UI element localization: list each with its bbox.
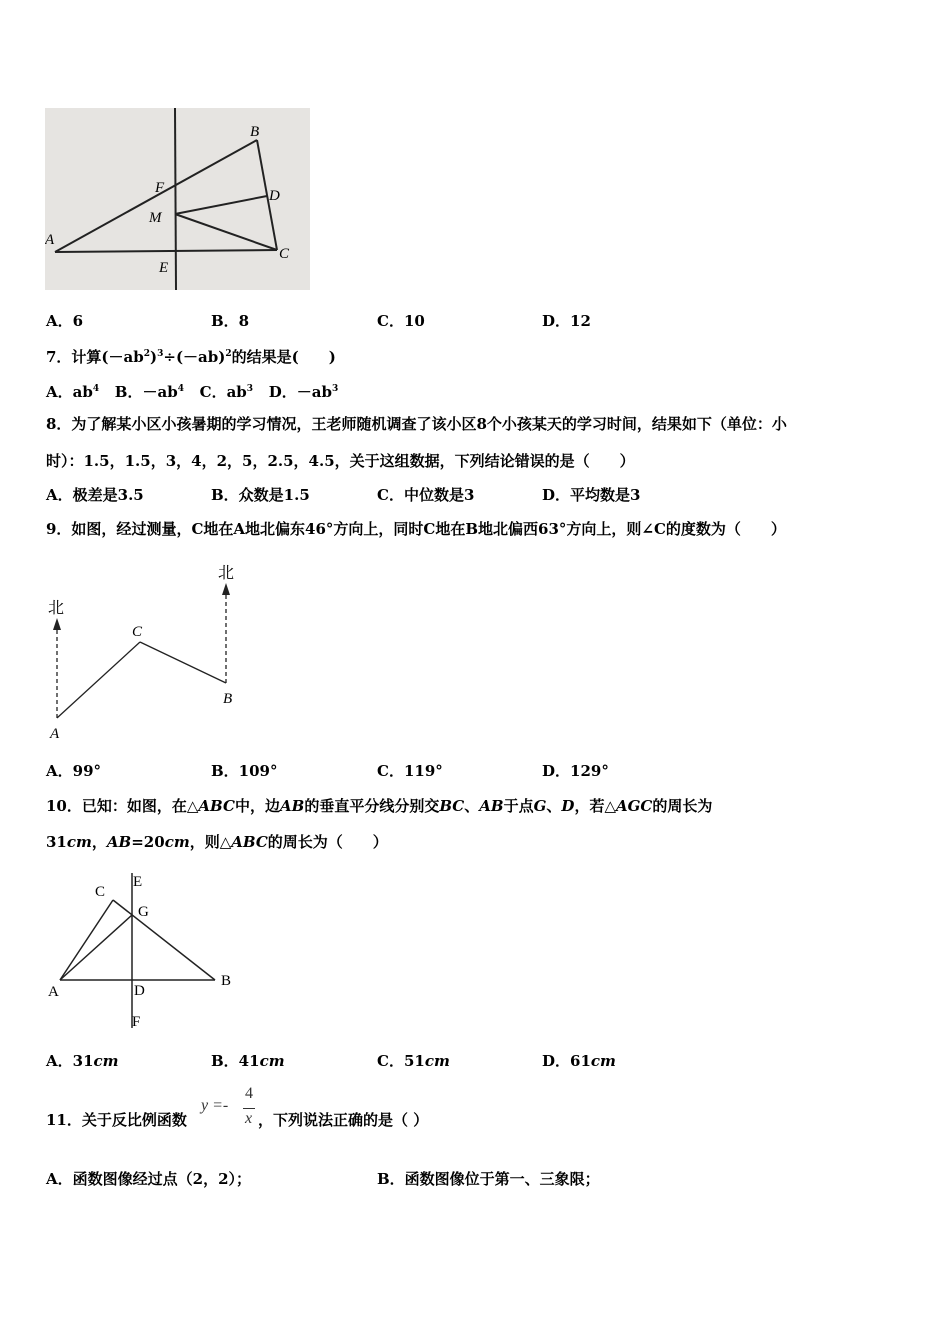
q10-figure bbox=[45, 868, 240, 1033]
label-C: C bbox=[279, 246, 290, 262]
q8-question-line1: 8．为了解某小区小孩暑期的学习情况，王老师随机调查了该小区8个小孩某天的学习时间，结果如下（单位：小 bbox=[46, 415, 787, 433]
q11-option-a: A．函数图像经过点（2，2）； bbox=[46, 1170, 252, 1188]
q9-question: 9．如图，经过测量，C地在A地北偏东46°方向上，同时C地在B地北偏西63°方向上，则∠C的度数为（ ） bbox=[46, 520, 786, 538]
label-E: E bbox=[159, 260, 169, 276]
q7-option-b: B．$-ab^4$ bbox=[114, 383, 184, 401]
q11-option-b: B．函数图像位于第一、三象限； bbox=[377, 1170, 600, 1188]
arrowhead-A bbox=[53, 618, 61, 630]
q11-suffix: ，下列说法正确的是（ ） bbox=[258, 1111, 429, 1129]
label-B: B bbox=[250, 124, 260, 140]
label-G: G bbox=[138, 904, 149, 920]
q7-option-d: D．$-ab^3$ bbox=[268, 383, 339, 401]
q7-options bbox=[46, 379, 338, 402]
q11-prefix: 11．关于反比例函数 bbox=[46, 1111, 187, 1129]
q10-question-line2: 31cm，AB=20cm，则△ABC的周长为（ ） bbox=[46, 833, 388, 851]
q6-figure bbox=[45, 108, 310, 290]
label-B: B bbox=[223, 691, 233, 707]
q7-text: ÷(－ab) bbox=[163, 348, 226, 366]
q8-option-c: C．中位数是3 bbox=[377, 486, 475, 504]
q11-numerator: 4 bbox=[245, 1085, 253, 1102]
q7-exp: 3 bbox=[157, 349, 164, 359]
label-F: F bbox=[132, 1014, 141, 1030]
label-C: C bbox=[95, 884, 106, 900]
q8-question-line2: 时）：1.5，1.5，3，4，2，5，2.5，4.5，关于这组数据，下列结论错误的是（ ） bbox=[46, 452, 635, 470]
label-E: E bbox=[133, 874, 143, 890]
q8-option-b: B．众数是1.5 bbox=[211, 486, 310, 504]
q10-option-a: A．31cm bbox=[46, 1052, 119, 1070]
q9-option-c: C．119° bbox=[377, 762, 443, 780]
q11-denominator: x bbox=[245, 1110, 253, 1127]
label-F: F bbox=[155, 180, 165, 196]
q7-exp: 2 bbox=[143, 349, 151, 359]
q9-option-b: B．109° bbox=[211, 762, 278, 780]
label-A: A bbox=[48, 984, 59, 1000]
q7-option-a: A．$ab^4$ bbox=[46, 383, 100, 401]
q7-text: ) bbox=[150, 348, 158, 366]
q10-option-b: B．41cm bbox=[211, 1052, 285, 1070]
q7-option-c: C．$ab^3$ bbox=[199, 383, 254, 401]
north-label-A: 北 bbox=[48, 598, 65, 617]
label-A: A bbox=[50, 726, 60, 742]
q7-text: 的结果是( ) bbox=[231, 348, 336, 366]
q6-option-a: A．6 bbox=[46, 312, 84, 330]
q7-text: 7．计算(－ab bbox=[46, 348, 144, 366]
q6-option-c: C．10 bbox=[377, 312, 425, 330]
q7-question bbox=[46, 344, 336, 367]
q8-option-a: A．极差是3.5 bbox=[46, 486, 144, 504]
q10-option-d: D．61cm bbox=[542, 1052, 616, 1070]
q7-exp: 2 bbox=[225, 349, 232, 359]
label-D: D bbox=[134, 983, 145, 999]
label-M: M bbox=[149, 210, 162, 226]
north-label-B: 北 bbox=[218, 563, 235, 582]
line-CB bbox=[140, 642, 226, 683]
q6-option-b: B．8 bbox=[211, 312, 250, 330]
fraction-bar bbox=[243, 1108, 255, 1109]
q9-option-d: D．129° bbox=[542, 762, 609, 780]
q11-formula-lhs: y =- bbox=[201, 1097, 229, 1114]
q6-option-d: D．12 bbox=[542, 312, 591, 330]
label-A: A bbox=[45, 232, 55, 248]
label-C: C bbox=[132, 624, 143, 640]
arrowhead-B bbox=[222, 583, 230, 595]
q10-question-line1: 10．已知：如图，在△ABC中，边AB的垂直平分线分别交BC、AB于点G、D，若△AGC的周长为 bbox=[46, 797, 713, 815]
line-EF bbox=[175, 108, 176, 290]
q9-option-a: A．99° bbox=[46, 762, 102, 780]
line-AC bbox=[57, 642, 140, 718]
q8-option-d: D．平均数是3 bbox=[542, 486, 641, 504]
label-B: B bbox=[221, 973, 232, 989]
line-CB bbox=[113, 900, 215, 980]
q10-option-c: C．51cm bbox=[377, 1052, 450, 1070]
q9-figure bbox=[40, 558, 250, 743]
label-D: D bbox=[269, 188, 280, 204]
